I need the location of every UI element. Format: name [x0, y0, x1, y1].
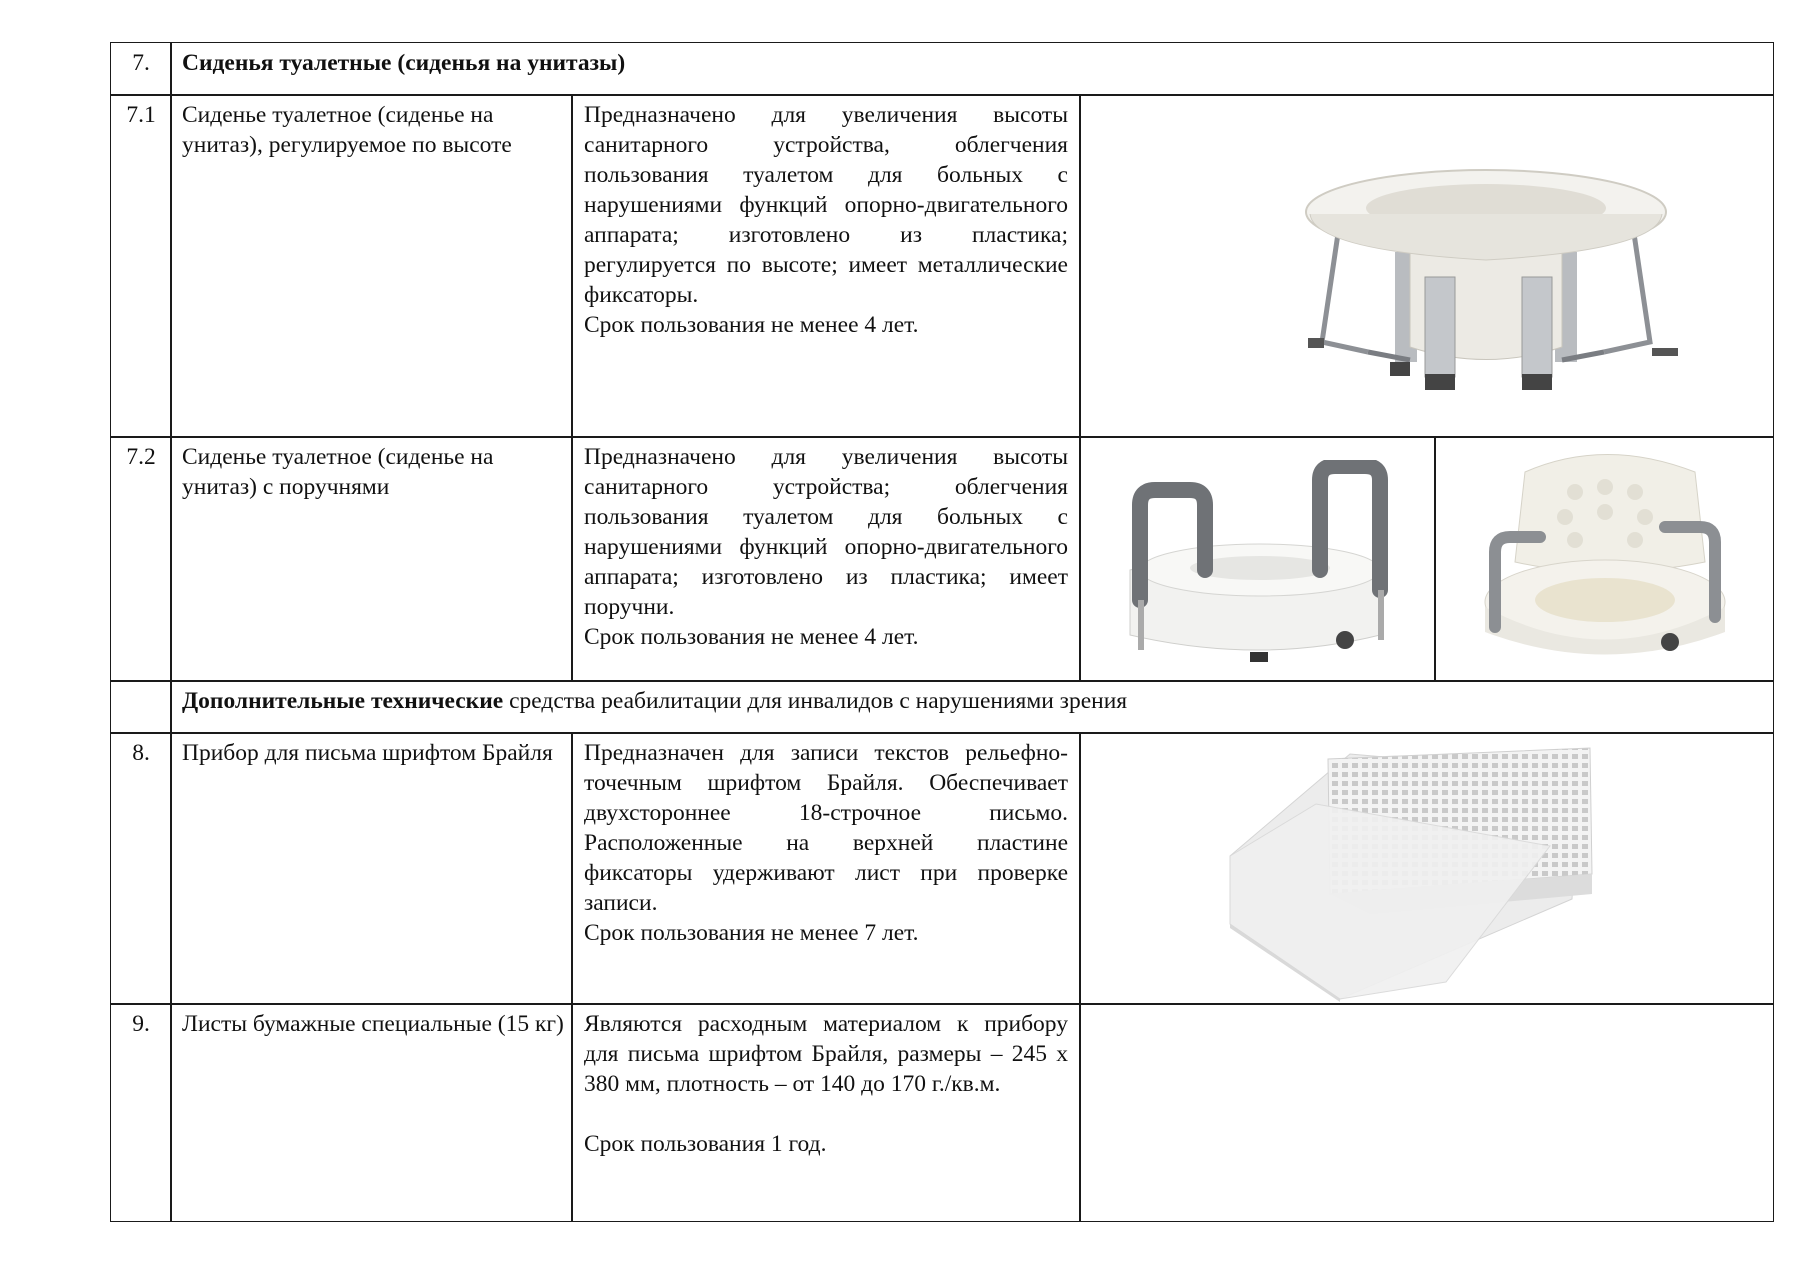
section-title-bold: Дополнительные технические	[182, 688, 504, 714]
item-image-cell	[1079, 1003, 1774, 1222]
item-description: Предназначен для записи текстов рельефно-точечным шрифтом Брайля. Обеспечивает двухстороннее 18-строчное письмо. Расположенные на верхней пластине фиксаторы удерживают лист при проверке записи.	[584, 740, 1068, 916]
item-name-cell	[170, 732, 573, 1005]
rehabilitation-table	[110, 42, 1774, 1222]
item-name: Сиденье туалетное (сиденье на унитаз) с поручнями	[182, 444, 494, 500]
item-description: Предназначено для увеличения высоты санитарного устройства; облегчения пользования туалетом для больных с нарушениями функций опорно-двигательного аппарата; изготовлено из пластика; имеет поручни.	[584, 444, 1068, 620]
section-number: 7.	[132, 50, 150, 76]
height-adjustable-toilet-seat-image	[1300, 142, 1680, 402]
toilet-seat-with-handrails-image	[1110, 460, 1410, 670]
section-title-rest: средства реабилитации для инвалидов с нарушениями зрения	[503, 688, 1128, 714]
item-term: Срок пользования 1 год.	[584, 1131, 827, 1157]
section-title	[182, 686, 1742, 716]
row-number-cell	[110, 436, 172, 682]
toilet-seat-lid-open-image	[1455, 442, 1755, 672]
item-term: Срок пользования не менее 7 лет.	[584, 920, 919, 946]
item-name: Прибор для письма шрифтом Брайля	[182, 740, 553, 766]
row-number: 9.	[132, 1011, 150, 1037]
row-number: 7.1	[126, 102, 156, 128]
section-title: Сиденья туалетные (сиденья на унитазы)	[182, 50, 626, 76]
row-number-cell	[110, 94, 172, 438]
item-term: Срок пользования не менее 4 лет.	[584, 624, 919, 650]
row-number: 8.	[132, 740, 150, 766]
item-term: Срок пользования не менее 4 лет.	[584, 312, 919, 338]
row-number: 7.2	[126, 444, 156, 470]
braille-writing-slate-image	[1220, 734, 1630, 1002]
section-number-cell	[110, 680, 172, 734]
item-description: Предназначено для увеличения высоты санитарного устройства, облегчения пользования туалетом для больных с нарушениями функций опорно-двигательного аппарата; изготовлено из пластика; регулируется по высоте; имеет металлические фиксаторы.	[584, 102, 1068, 308]
item-name: Листы бумажные специальные (15 кг)	[182, 1011, 564, 1037]
item-description: Являются расходным материалом к прибору для письма шрифтом Брайля, размеры – 245 х 380 мм, плотность – от 140 до 170 г./кв.м.	[584, 1011, 1068, 1097]
row-number-cell	[110, 732, 172, 1005]
item-name: Сиденье туалетное (сиденье на унитаз), регулируемое по высоте	[182, 102, 512, 158]
